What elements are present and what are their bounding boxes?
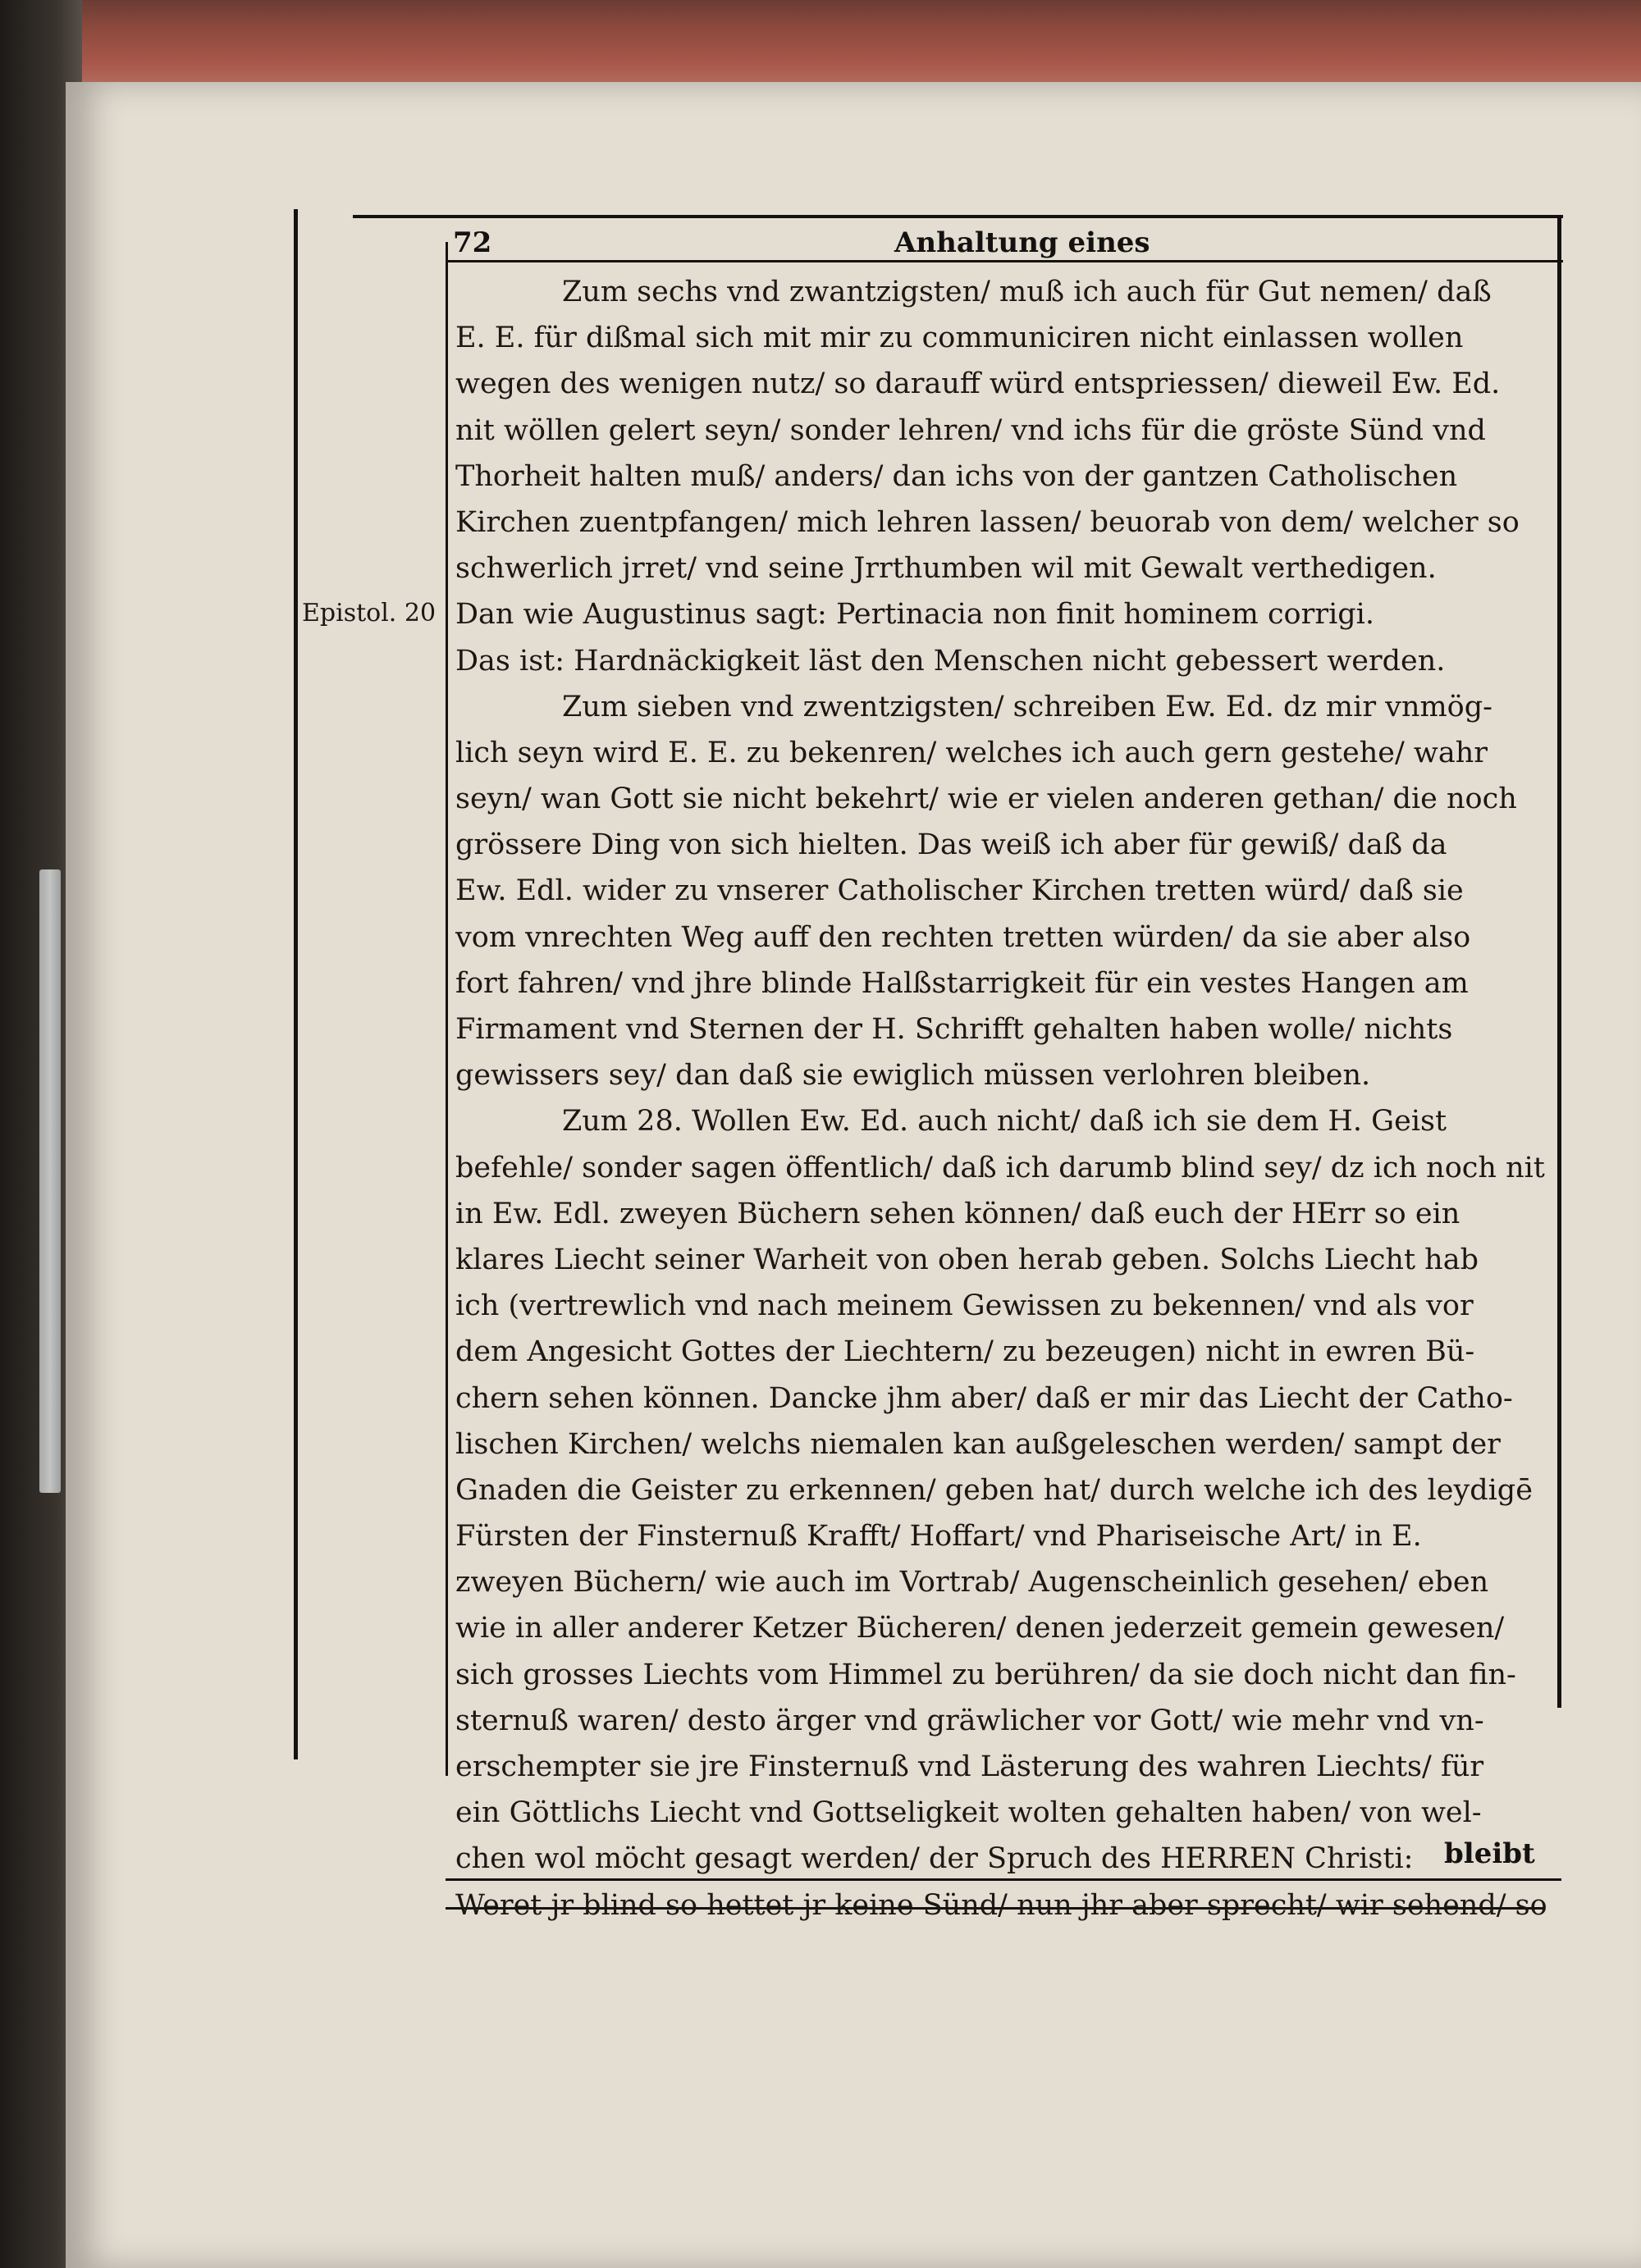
left-border-rule bbox=[294, 209, 298, 1759]
text-line: gewissers sey/ dan daß sie ewiglich müssen verlohren bleiben. bbox=[455, 1059, 1371, 1093]
text-line: Weret jr blind so hettet jr keine Sünd/ nun jhr aber sprecht/ wir sehend/ so bbox=[455, 1888, 1547, 1922]
page-clip bbox=[39, 869, 61, 1493]
text-block bbox=[455, 269, 1555, 1928]
text-line: Firmament vnd Sternen der H. Schrifft gehalten haben wolle/ nichts bbox=[455, 1013, 1453, 1046]
right-border-rule bbox=[1557, 215, 1561, 1708]
text-line: zweyen Büchern/ wie auch im Vortrab/ Augenscheinlich gesehen/ eben bbox=[455, 1566, 1489, 1599]
text-line: E. E. für dißmal sich mit mir zu communiciren nicht einlassen wollen bbox=[455, 322, 1464, 355]
text-line: in Ew. Edl. zweyen Büchern sehen können/ daß euch der HErr so ein bbox=[455, 1197, 1460, 1230]
running-head: Anhaltung eines bbox=[894, 226, 1150, 259]
text-line: Das ist: Hardnäckigkeit läst den Menschen nicht gebessert werden. bbox=[455, 644, 1446, 678]
text-line: Ew. Edl. wider zu vnserer Catholischer Kirchen tretten würd/ daß sie bbox=[455, 874, 1464, 908]
text-line: wie in aller anderer Ketzer Bücheren/ denen jederzeit gemein gewesen/ bbox=[455, 1612, 1505, 1645]
text-line: sich grosses Liechts vom Himmel zu berühren/ da sie doch nicht dan fin- bbox=[455, 1658, 1516, 1691]
text-line: Zum 28. Wollen Ew. Ed. auch nicht/ daß ich sie dem H. Geist bbox=[562, 1105, 1447, 1139]
catchword: bleibt bbox=[1444, 1837, 1535, 1870]
text-line: wegen des wenigen nutz/ so darauff würd entspriessen/ dieweil Ew. Ed. bbox=[455, 367, 1501, 401]
text-line: ein Göttlichs Liecht vnd Gottseligkeit wolten gehalten haben/ von wel- bbox=[455, 1796, 1482, 1830]
header-rule bbox=[446, 260, 1563, 262]
text-line: seyn/ wan Gott sie nicht bekehrt/ wie er vielen anderen gethan/ die noch bbox=[455, 783, 1517, 816]
text-line: fort fahren/ vnd jhre blinde Halßstarrigkeit für ein vestes Hangen am bbox=[455, 966, 1469, 1000]
text-line: befehle/ sonder sagen öffentlich/ daß ich darumb blind sey/ dz ich noch nit bbox=[455, 1151, 1545, 1184]
text-line: Zum sieben vnd zwentzigsten/ schreiben Ew. Ed. dz mir vnmög- bbox=[562, 690, 1492, 723]
text-line: dem Angesicht Gottes der Liechtern/ zu bezeugen) nicht in ewren Bü- bbox=[455, 1335, 1475, 1369]
text-line: chern sehen können. Dancke jhm aber/ daß er mir das Liecht der Catho- bbox=[455, 1381, 1513, 1415]
margin-note: Epistol. 20 bbox=[302, 599, 437, 627]
text-line: schwerlich jrret/ vnd seine Jrrthumben wil mit Gewalt verthedigen. bbox=[455, 552, 1437, 586]
text-line: Kirchen zuentpfangen/ mich lehren lassen/ beuorab von dem/ welcher so bbox=[455, 505, 1520, 539]
text-line: vom vnrechten Weg auff den rechten tretten würden/ da sie aber also bbox=[455, 920, 1471, 954]
text-line: Dan wie Augustinus sagt: Pertinacia non finit hominem corrigi. bbox=[455, 598, 1374, 632]
text-line: Zum sechs vnd zwantzigsten/ muß ich auch für Gut nemen/ daß bbox=[562, 276, 1492, 308]
text-line: lischen Kirchen/ welchs niemalen kan außgeleschen werden/ sampt der bbox=[455, 1427, 1501, 1461]
text-line: Thorheit halten muß/ anders/ dan ichs von der gantzen Catholischen bbox=[455, 459, 1458, 493]
text-line: erschempter sie jre Finsternuß vnd Lästerung des wahren Liechts/ für bbox=[455, 1750, 1484, 1783]
text-line: Fürsten der Finsternuß Krafft/ Hoffart/ vnd Phariseische Art/ in E. bbox=[455, 1520, 1422, 1554]
text-line: ich (vertrewlich vnd nach meinem Gewissen zu bekennen/ vnd als vor bbox=[455, 1289, 1474, 1323]
page-number: 72 bbox=[453, 226, 492, 259]
margin-column-rule bbox=[446, 242, 448, 1776]
text-line: chen wol möcht gesagt werden/ der Spruch des HERREN Christi: bbox=[455, 1842, 1414, 1876]
top-border-rule bbox=[353, 215, 1563, 218]
text-line: Gnaden die Geister zu erkennen/ geben hat/ durch welche ich des leydigē bbox=[455, 1473, 1533, 1507]
text-line: grössere Ding von sich hielten. Das weiß ich aber für gewiß/ daß da bbox=[455, 828, 1447, 862]
text-line: sternuß waren/ desto ärger vnd gräwlicher vor Gott/ wie mehr vnd vn- bbox=[455, 1704, 1484, 1737]
text-line: klares Liecht seiner Warheit von oben herab geben. Solchs Liecht hab bbox=[455, 1243, 1479, 1276]
text-line: nit wöllen gelert seyn/ sonder lehren/ vnd ichs für die gröste Sünd vnd bbox=[455, 413, 1486, 447]
text-line: lich seyn wird E. E. zu bekenren/ welches ich auch gern gestehe/ wahr bbox=[455, 736, 1488, 769]
